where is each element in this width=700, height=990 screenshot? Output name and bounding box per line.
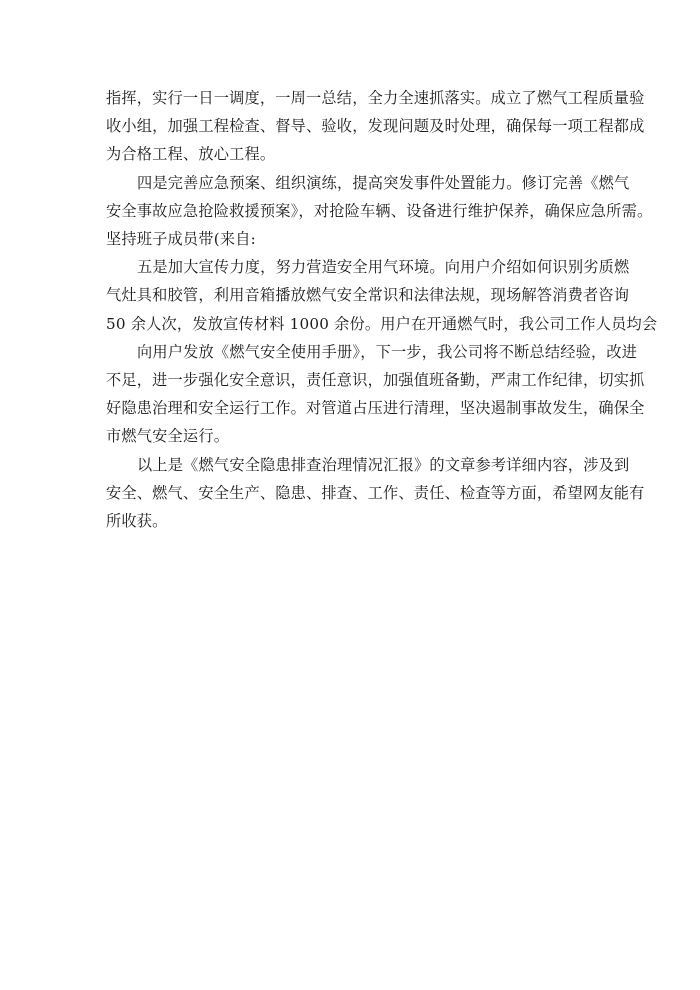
- text-line: 以上是《燃气安全隐患排查治理情况汇报》的文章参考详细内容，涉及到: [137, 455, 630, 474]
- text-line: 所收获。: [106, 512, 168, 531]
- text-line: 50 余人次，发放宣传材料 1000 余份。用户在开通燃气时，我公司工作人员均会: [106, 314, 658, 333]
- text-line: 气灶具和胶管，利用音箱播放燃气安全常识和法律法规，现场解答消费者咨询: [106, 286, 630, 305]
- text-line: 市燃气安全运行。: [106, 427, 230, 446]
- text-line: 好隐患治理和安全运行工作。对管道占压进行清理，坚决遏制事故发生，确保全: [106, 399, 645, 418]
- text-line: 指挥，实行一日一调度，一周一总结，全力全速抓落实。成立了燃气工程质量验: [106, 89, 645, 107]
- text-line: 安全事故应急抢险救援预案》，对抢险车辆、设备进行维护保养，确保应急所需。: [106, 201, 653, 220]
- text-line: 五是加大宣传力度，努力营造安全用气环境。向用户介绍如何识别劣质燃: [137, 258, 630, 277]
- paragraph-next-steps: [106, 338, 645, 451]
- text-line: 收小组，加强工程检查、督导、验收，发现问题及时处理，确保每一项工程都成: [106, 117, 645, 136]
- text-line: 坚持班子成员带(来自:: [106, 230, 256, 249]
- paragraph-emergency-plan: [106, 169, 653, 254]
- text-line: 四是完善应急预案、组织演练，提高突发事件处置能力。修订完善《燃气: [137, 173, 630, 192]
- paragraph-project-supervision: [106, 84, 645, 169]
- text-line: 不足，进一步强化安全意识，责任意识，加强值班备勤，严肃工作纪律，切实抓: [106, 371, 645, 390]
- text-line: 向用户发放《燃气安全使用手册》，下一步，我公司将不断总结经验，改进: [137, 342, 638, 361]
- paragraph-summary: [106, 451, 645, 536]
- text-line: 为合格工程、放心工程。: [106, 145, 276, 164]
- document-body: [106, 84, 658, 535]
- paragraph-publicity: [106, 253, 658, 338]
- text-line: 安全、燃气、安全生产、隐患、排查、工作、责任、检查等方面，希望网友能有: [106, 483, 645, 502]
